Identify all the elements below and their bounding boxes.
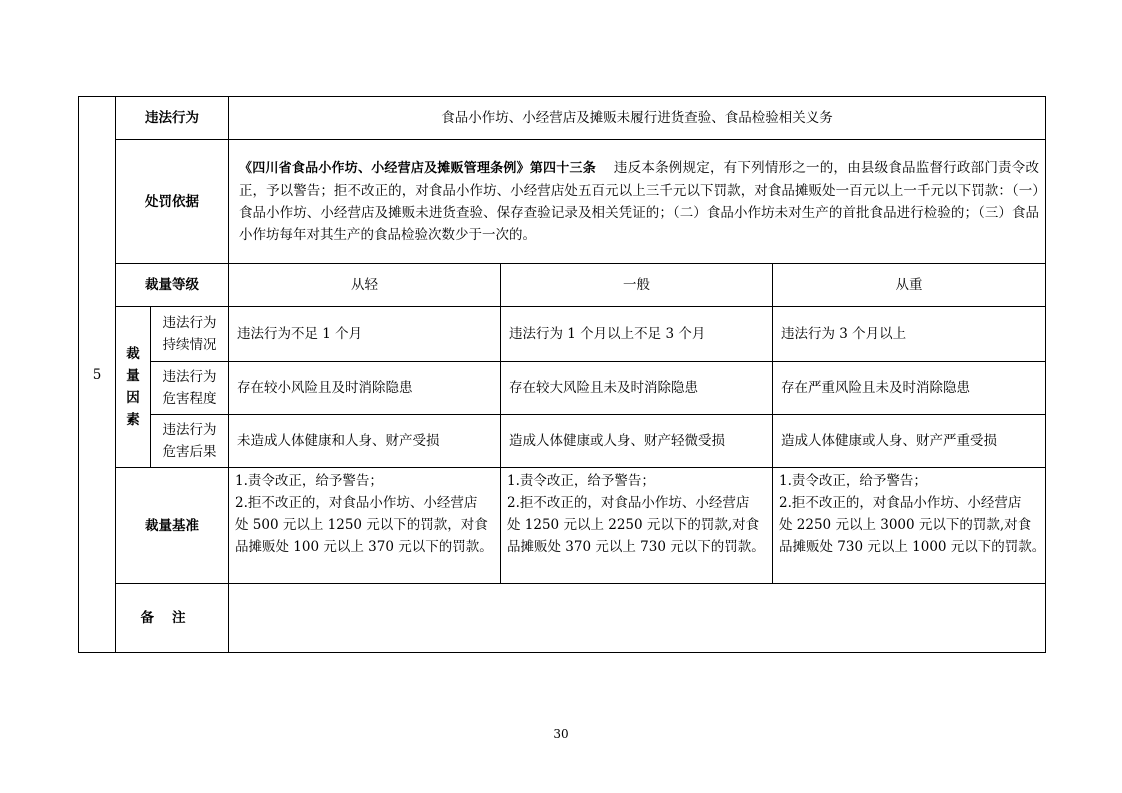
factor-consequence-heavy: 造成人体健康或人身、财产严重受损 <box>773 415 1046 468</box>
factor-label-duration <box>151 307 229 362</box>
factor-label-line: 违法行为 <box>162 422 217 438</box>
standard-line: 1.责令改正，给予警告； <box>779 473 927 489</box>
level-heavy: 从重 <box>773 264 1046 307</box>
factors-label-char: 素 <box>126 412 140 428</box>
factor-duration-heavy: 违法行为 3 个月以上 <box>773 307 1046 362</box>
standard-row <box>79 468 1046 584</box>
factors-label-char: 因 <box>126 390 140 406</box>
remarks-label: 备注 <box>116 584 229 653</box>
factor-duration-light: 违法行为不足 1 个月 <box>229 307 501 362</box>
levels-label: 裁量等级 <box>116 264 229 307</box>
basis-content <box>229 140 1046 264</box>
violation-text: 食品小作坊、小经营店及摊贩未履行进货查验、食品检验相关义务 <box>229 97 1046 140</box>
standard-normal <box>501 468 773 584</box>
factor-label-line: 危害程度 <box>162 391 217 407</box>
factors-label-char: 裁 <box>126 346 140 362</box>
standard-heavy <box>773 468 1046 584</box>
standard-line: 2.拒不改正的，对食品小作坊、小经营店 <box>507 495 750 511</box>
factor-duration-normal: 违法行为 1 个月以上不足 3 个月 <box>501 307 773 362</box>
factor-row-duration <box>79 307 1046 362</box>
factor-label-consequence <box>151 415 229 468</box>
factor-label-line: 持续情况 <box>162 337 217 353</box>
standard-line: 处 2250 元以上 3000 元以下的罚款,对食 <box>779 517 1032 533</box>
factor-label-line: 违法行为 <box>162 369 217 385</box>
basis-law-title: 《四川省食品小作坊、小经营店及摊贩管理条例》第四十三条 <box>239 161 596 176</box>
basis-row <box>79 140 1046 264</box>
factors-label-char: 量 <box>126 368 140 384</box>
standard-line: 品摊贩处 370 元以上 730 元以下的罚款。 <box>507 539 765 555</box>
factor-consequence-light: 未造成人体健康和人身、财产受损 <box>229 415 501 468</box>
standard-line: 2.拒不改正的，对食品小作坊、小经营店 <box>779 495 1022 511</box>
standard-line: 1.责令改正，给予警告； <box>235 473 383 489</box>
factor-row-severity <box>79 362 1046 415</box>
factor-row-consequence <box>79 415 1046 468</box>
standard-line: 品摊贩处 100 元以上 370 元以下的罚款。 <box>235 539 493 555</box>
level-normal: 一般 <box>501 264 773 307</box>
penalty-discretion-table <box>78 96 1046 653</box>
factor-severity-normal: 存在较大风险且未及时消除隐患 <box>501 362 773 415</box>
factor-label-line: 违法行为 <box>162 315 217 331</box>
factor-consequence-normal: 造成人体健康或人身、财产轻微受损 <box>501 415 773 468</box>
basis-text: 违反本条例规定，有下列情形之一的，由县级食品监督行政部门责令改正，予以警告；拒不改正的，对食品小作坊、小经营店处五百元以上三千元以下罚款，对食品摊贩处一百元以上一千元以下罚款：（一）食品小作坊、小经营店及摊贩未进货查验、保存查验记录及相关凭证的；（二）食品小作坊未对生产的首批食品进行检验的；（三）食品小作坊每年对其生产的食品检验次数少于一次的。 <box>239 160 1040 243</box>
factor-severity-light: 存在较小风险且及时消除隐患 <box>229 362 501 415</box>
standard-light <box>229 468 501 584</box>
factor-severity-heavy: 存在严重风险且未及时消除隐患 <box>773 362 1046 415</box>
standard-line: 品摊贩处 730 元以上 1000 元以下的罚款。 <box>779 539 1046 555</box>
violation-label: 违法行为 <box>116 97 229 140</box>
standard-line: 1.责令改正，给予警告； <box>507 473 655 489</box>
violation-row <box>79 97 1046 140</box>
factor-label-line: 危害后果 <box>162 444 217 460</box>
factors-label <box>116 307 151 468</box>
standard-label: 裁量基准 <box>116 468 229 584</box>
remarks-row <box>79 584 1046 653</box>
level-light: 从轻 <box>229 264 501 307</box>
levels-row <box>79 264 1046 307</box>
standard-line: 处 1250 元以上 2250 元以下的罚款,对食 <box>507 517 760 533</box>
standard-line: 2.拒不改正的，对食品小作坊、小经营店 <box>235 495 478 511</box>
standard-line: 处 500 元以上 1250 元以下的罚款，对食 <box>235 517 488 533</box>
basis-label: 处罚依据 <box>116 140 229 264</box>
remarks-content <box>229 584 1046 653</box>
row-number: 5 <box>79 97 116 653</box>
factor-label-severity <box>151 362 229 415</box>
page-number: 30 <box>553 727 569 741</box>
